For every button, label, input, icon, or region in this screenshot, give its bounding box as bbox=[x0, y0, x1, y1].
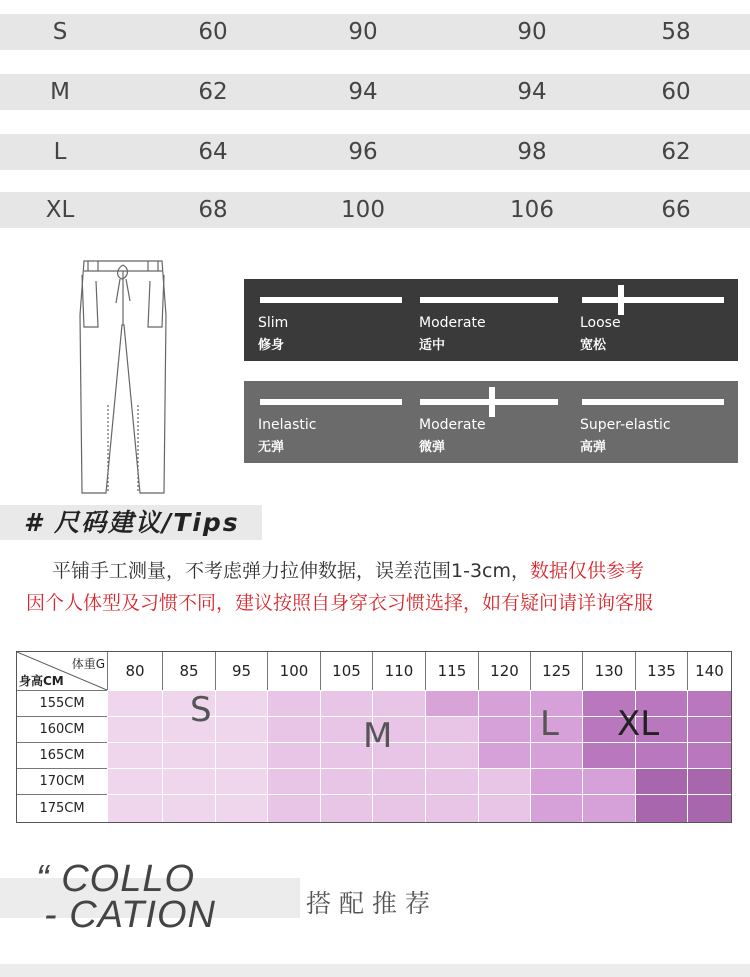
scale-label-zh: 微弹 bbox=[419, 440, 446, 455]
grid-cell bbox=[372, 690, 425, 716]
grid-cell bbox=[687, 768, 731, 794]
weight-column-header: 120 bbox=[478, 652, 530, 690]
grid-cell bbox=[582, 768, 635, 794]
grid-cell bbox=[425, 794, 478, 822]
measure-cell: 94 bbox=[517, 79, 547, 105]
measure-cell: 62 bbox=[661, 139, 691, 165]
height-row-label: 170CM bbox=[17, 768, 107, 794]
height-header: 身高CM bbox=[19, 674, 64, 688]
grid-cell bbox=[267, 794, 320, 822]
height-row-label: 155CM bbox=[17, 690, 107, 716]
measure-cell: 68 bbox=[198, 197, 228, 223]
collocation-subtitle: 搭 配 推 荐 bbox=[306, 889, 430, 918]
size-row bbox=[0, 134, 750, 170]
weight-column-header: 130 bbox=[582, 652, 635, 690]
tips-note-line2: 因个人体型及习惯不同，建议按照自身穿衣习惯选择，如有疑问请详询客服 bbox=[26, 592, 654, 614]
scale-label-en: Slim bbox=[258, 315, 289, 331]
measure-cell: 66 bbox=[661, 197, 691, 223]
tips-note-line1 bbox=[52, 556, 644, 583]
size-cell: S bbox=[52, 19, 68, 45]
grid-cell bbox=[215, 716, 267, 742]
size-cell: L bbox=[53, 139, 67, 165]
grid-cell bbox=[478, 690, 530, 716]
fit-indicator bbox=[244, 279, 738, 361]
scale-bar bbox=[260, 399, 402, 405]
grid-cell bbox=[478, 794, 530, 822]
grid-corner-header bbox=[17, 652, 107, 690]
grid-cell bbox=[687, 794, 731, 822]
height-row-label: 165CM bbox=[17, 742, 107, 768]
scale-label-en: Loose bbox=[580, 315, 621, 331]
height-row-label: 160CM bbox=[17, 716, 107, 742]
grid-cell bbox=[267, 690, 320, 716]
grid-cell bbox=[530, 794, 582, 822]
collocation-title-line1: “ COLLO bbox=[36, 858, 196, 900]
size-recommendation-grid bbox=[16, 651, 732, 823]
scale-bar bbox=[582, 399, 724, 405]
grid-cell bbox=[162, 794, 215, 822]
measure-cell: 60 bbox=[661, 79, 691, 105]
grid-cell bbox=[320, 690, 372, 716]
size-row bbox=[0, 14, 750, 50]
scale-marker bbox=[618, 285, 624, 315]
grid-cell bbox=[267, 716, 320, 742]
grid-cell bbox=[582, 794, 635, 822]
weight-column-header: 110 bbox=[372, 652, 425, 690]
size-zone-label: L bbox=[540, 704, 559, 744]
measure-cell: 98 bbox=[517, 139, 547, 165]
elasticity-indicator bbox=[244, 381, 738, 463]
grid-cell bbox=[687, 690, 731, 716]
size-row bbox=[0, 192, 750, 228]
grid-cell bbox=[215, 690, 267, 716]
grid-cell bbox=[635, 768, 687, 794]
scale-label-zh: 宽松 bbox=[580, 338, 607, 353]
grid-cell bbox=[478, 716, 530, 742]
grid-cell bbox=[582, 742, 635, 768]
scale-bar bbox=[260, 297, 402, 303]
measure-cell: 96 bbox=[348, 139, 378, 165]
grid-cell bbox=[372, 768, 425, 794]
measure-cell: 58 bbox=[661, 19, 691, 45]
grid-cell bbox=[215, 794, 267, 822]
grid-cell bbox=[107, 742, 162, 768]
grid-cell bbox=[107, 794, 162, 822]
scale-bar bbox=[582, 297, 724, 303]
weight-header: 体重G bbox=[71, 657, 105, 671]
size-zone-label: S bbox=[190, 690, 212, 730]
grid-cell bbox=[162, 742, 215, 768]
size-cell: XL bbox=[45, 197, 75, 223]
weight-column-header: 115 bbox=[425, 652, 478, 690]
scale-label-zh: 无弹 bbox=[258, 440, 285, 455]
size-row bbox=[0, 74, 750, 110]
bottom-band bbox=[0, 964, 750, 977]
grid-cell bbox=[425, 742, 478, 768]
size-cell: M bbox=[50, 79, 70, 105]
grid-cell bbox=[320, 794, 372, 822]
measure-cell: 62 bbox=[198, 79, 228, 105]
weight-column-header: 140 bbox=[687, 652, 731, 690]
weight-column-header: 105 bbox=[320, 652, 372, 690]
tips-heading: # 尺码建议/Tips bbox=[24, 508, 240, 537]
grid-cell bbox=[107, 768, 162, 794]
scale-bar bbox=[420, 297, 558, 303]
scale-label-en: Moderate bbox=[419, 417, 486, 433]
grid-cell bbox=[107, 716, 162, 742]
grid-cell bbox=[425, 768, 478, 794]
grid-cell bbox=[635, 742, 687, 768]
weight-column-header: 135 bbox=[635, 652, 687, 690]
weight-column-header: 125 bbox=[530, 652, 582, 690]
scale-label-zh: 高弹 bbox=[580, 440, 607, 455]
grid-cell bbox=[372, 794, 425, 822]
grid-cell bbox=[530, 742, 582, 768]
scale-label-en: Super-elastic bbox=[580, 417, 671, 433]
weight-column-header: 80 bbox=[107, 652, 162, 690]
scale-label-zh: 适中 bbox=[419, 338, 446, 353]
grid-cell bbox=[530, 768, 582, 794]
weight-column-header: 85 bbox=[162, 652, 215, 690]
weight-column-header: 95 bbox=[215, 652, 267, 690]
grid-cell bbox=[267, 768, 320, 794]
scale-marker bbox=[489, 387, 495, 417]
tips-note-measure: 平铺手工测量，不考虑弹力拉伸数据，误差范围1-3cm， bbox=[52, 560, 530, 582]
grid-cell bbox=[687, 716, 731, 742]
grid-cell bbox=[687, 742, 731, 768]
grid-cell bbox=[107, 690, 162, 716]
size-zone-label: M bbox=[363, 716, 393, 756]
scale-label-en: Inelastic bbox=[258, 417, 317, 433]
grid-cell bbox=[635, 794, 687, 822]
grid-cell bbox=[162, 768, 215, 794]
measure-cell: 90 bbox=[517, 19, 547, 45]
scale-label-zh: 修身 bbox=[258, 338, 285, 353]
weight-column-header: 100 bbox=[267, 652, 320, 690]
measure-cell: 90 bbox=[348, 19, 378, 45]
height-row-label: 175CM bbox=[17, 794, 107, 822]
measure-cell: 94 bbox=[348, 79, 378, 105]
collocation-title-line2: - CATION bbox=[44, 894, 216, 936]
grid-cell bbox=[215, 768, 267, 794]
measure-cell: 100 bbox=[341, 197, 385, 223]
grid-cell bbox=[478, 742, 530, 768]
grid-cell bbox=[425, 690, 478, 716]
grid-cell bbox=[478, 768, 530, 794]
grid-cell bbox=[267, 742, 320, 768]
pants-illustration bbox=[78, 255, 168, 495]
grid-cell bbox=[215, 742, 267, 768]
tips-note-reference: 数据仅供参考 bbox=[530, 560, 645, 582]
size-zone-label: XL bbox=[617, 704, 660, 744]
grid-cell bbox=[425, 716, 478, 742]
measure-cell: 60 bbox=[198, 19, 228, 45]
measure-cell: 64 bbox=[198, 139, 228, 165]
scale-label-en: Moderate bbox=[419, 315, 486, 331]
grid-cell bbox=[320, 768, 372, 794]
measure-cell: 106 bbox=[510, 197, 554, 223]
